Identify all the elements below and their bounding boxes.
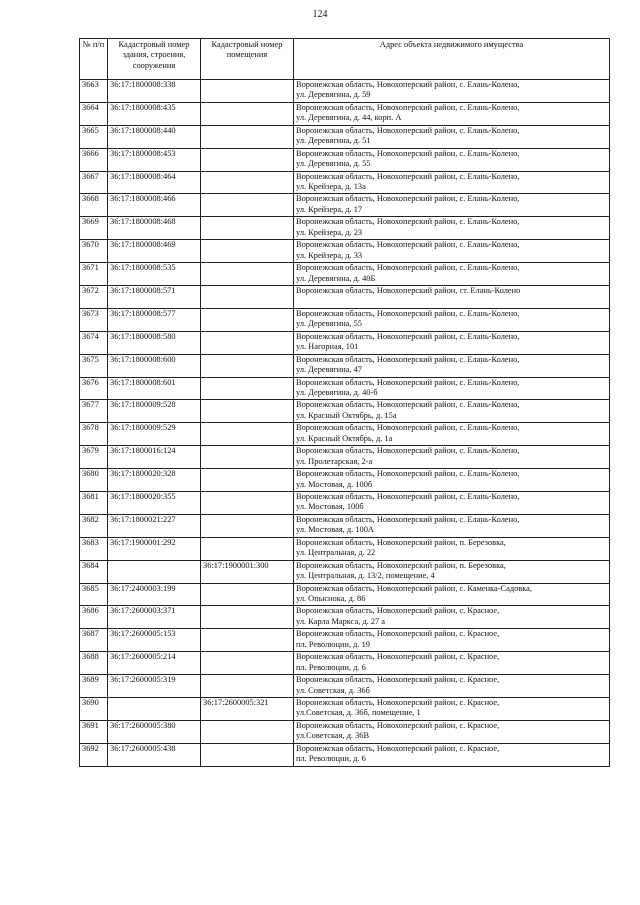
address-line-street: ул. Крейзера, д. 33 [296, 250, 363, 260]
building-cadastral-number: 36:17:1800008:601 [108, 377, 201, 400]
premises-cadastral-number [201, 606, 294, 629]
address-line-street: ул. Деревягина, д. 44, корп. А [296, 113, 402, 123]
address-line-street: ул. Деревягина, д. 51 [296, 136, 371, 146]
row-number: 3685 [80, 583, 108, 606]
address-line-region: Воронежская область, Новохоперский район, с. Елань-Колено, [296, 125, 520, 135]
page-number: 124 [312, 9, 328, 20]
address-line-region: Воронежская область, Новохоперский район, с. Елань-Колено, [296, 217, 520, 227]
building-cadastral-number: 36:17:1800008:580 [108, 331, 201, 354]
header-premises-cadastral: Кадастровый номер помещения [201, 39, 294, 80]
address-cell [294, 400, 610, 423]
address-line-region: Воронежская область, Новохоперский район, с. Елань-Колено, [296, 514, 520, 524]
premises-cadastral-number [201, 514, 294, 537]
building-cadastral-number: 36:17:1800008:466 [108, 194, 201, 217]
address-cell [294, 606, 610, 629]
address-cell [294, 629, 610, 652]
address-line-region: Воронежская область, Новохоперский район, с. Елань-Колено, [296, 469, 520, 479]
header-number: № п/п [80, 39, 108, 80]
row-number: 3672 [80, 286, 108, 309]
row-number: 3663 [80, 80, 108, 103]
premises-cadastral-number [201, 308, 294, 331]
building-cadastral-number: 36:17:2600005:438 [108, 743, 201, 766]
building-cadastral-number: 36:17:1900001:292 [108, 537, 201, 560]
address-line-region: Воронежская область, Новохоперский район, с. Елань-Колено, [296, 148, 520, 158]
building-cadastral-number: 36:17:1800016:124 [108, 446, 201, 469]
building-cadastral-number: 36:17:1800008:338 [108, 80, 201, 103]
table-row [80, 148, 610, 171]
address-line-region: Воронежская область, Новохоперский район, ст. Елань-Колено [296, 286, 521, 296]
premises-cadastral-number [201, 652, 294, 675]
address-cell [294, 377, 610, 400]
address-line-region: Воронежская область, Новохоперский район, с. Красное, [296, 720, 500, 730]
building-cadastral-number: 36:17:1800008:464 [108, 171, 201, 194]
premises-cadastral-number [201, 446, 294, 469]
row-number: 3687 [80, 629, 108, 652]
address-cell [294, 102, 610, 125]
building-cadastral-number: 36:17:1800008:600 [108, 354, 201, 377]
address-line-street: ул. Крейзера, д. 13а [296, 181, 366, 191]
address-line-street: пл. Революции, д. 6 [296, 662, 366, 672]
premises-cadastral-number [201, 194, 294, 217]
header-address: Адрес объекта недвижимого имущества [294, 39, 610, 80]
address-line-street: ул. Центральная, д. 22 [296, 548, 376, 558]
address-line-street: ул. Нагорная, 101 [296, 342, 359, 352]
address-cell [294, 675, 610, 698]
premises-cadastral-number [201, 354, 294, 377]
premises-cadastral-number: 36:17:1900001:300 [201, 560, 294, 583]
table-row [80, 492, 610, 515]
building-cadastral-number: 36:17:1800008:440 [108, 125, 201, 148]
premises-cadastral-number [201, 492, 294, 515]
table-body [80, 80, 610, 767]
premises-cadastral-number [201, 263, 294, 286]
row-number: 3670 [80, 240, 108, 263]
row-number: 3666 [80, 148, 108, 171]
address-cell [294, 720, 610, 743]
building-cadastral-number: 36:17:1800009:529 [108, 423, 201, 446]
row-number: 3681 [80, 492, 108, 515]
premises-cadastral-number [201, 286, 294, 309]
row-number: 3689 [80, 675, 108, 698]
address-cell [294, 217, 610, 240]
address-line-street: ул. Деревягина, д. 40-б [296, 387, 378, 397]
premises-cadastral-number [201, 423, 294, 446]
address-line-region: Воронежская область, Новохоперский район, с. Красное, [296, 652, 500, 662]
building-cadastral-number: 36:17:1800020:355 [108, 492, 201, 515]
table-row [80, 446, 610, 469]
table-row [80, 400, 610, 423]
table-row [80, 217, 610, 240]
building-cadastral-number [108, 698, 201, 721]
table-row [80, 423, 610, 446]
address-line-street: ул. Красный Октябрь, д. 1а [296, 433, 393, 443]
table-row [80, 606, 610, 629]
table-row [80, 171, 610, 194]
address-line-region: Воронежская область, Новохоперский район, с. Елань-Колено, [296, 102, 520, 112]
address-cell [294, 80, 610, 103]
address-line-street: ул. Крейзера, д. 17 [296, 204, 363, 214]
row-number: 3688 [80, 652, 108, 675]
building-cadastral-number: 36:17:1800008:435 [108, 102, 201, 125]
building-cadastral-number: 36:17:1800008:453 [108, 148, 201, 171]
address-line-street: ул. Мостовая, 100б [296, 502, 364, 512]
premises-cadastral-number: 36:17:2600005:321 [201, 698, 294, 721]
address-line-region: Воронежская область, Новохоперский район, с. Елань-Колено, [296, 423, 520, 433]
address-line-street: ул. Мостовая, д. 100б [296, 479, 373, 489]
building-cadastral-number: 36:17:2600003:371 [108, 606, 201, 629]
address-line-region: Воронежская область, Новохоперский район, с. Елань-Колено, [296, 80, 520, 89]
table-row [80, 240, 610, 263]
premises-cadastral-number [201, 240, 294, 263]
address-cell [294, 308, 610, 331]
address-line-region: Воронежская область, Новохоперский район, с. Елань-Колено, [296, 446, 520, 456]
table-row [80, 469, 610, 492]
premises-cadastral-number [201, 537, 294, 560]
building-cadastral-number: 36:17:2600005:319 [108, 675, 201, 698]
table-row [80, 377, 610, 400]
address-line-street: ул.Советская, д. 36В [296, 731, 370, 741]
row-number: 3678 [80, 423, 108, 446]
address-line-street: ул. Деревягина, д. 55 [296, 159, 371, 169]
address-line-street: ул. Крейзера, д. 23 [296, 227, 363, 237]
building-cadastral-number: 36:17:2600005:214 [108, 652, 201, 675]
address-cell [294, 286, 610, 309]
premises-cadastral-number [201, 171, 294, 194]
premises-cadastral-number [201, 331, 294, 354]
address-line-region: Воронежская область, Новохоперский район, п. Березовка, [296, 537, 506, 547]
address-cell [294, 194, 610, 217]
row-number: 3675 [80, 354, 108, 377]
table-row [80, 743, 610, 766]
address-cell [294, 171, 610, 194]
row-number: 3668 [80, 194, 108, 217]
address-line-region: Воронежская область, Новохоперский район, с. Красное, [296, 675, 500, 685]
address-line-region: Воронежская область, Новохоперский район, с. Елань-Колено, [296, 171, 520, 181]
property-registry-table [79, 38, 610, 767]
address-cell [294, 125, 610, 148]
row-number: 3665 [80, 125, 108, 148]
row-number: 3664 [80, 102, 108, 125]
table-row [80, 286, 610, 309]
row-number: 3683 [80, 537, 108, 560]
address-cell [294, 743, 610, 766]
address-line-street: ул. Пролетарская, 2-а [296, 456, 373, 466]
premises-cadastral-number [201, 80, 294, 103]
premises-cadastral-number [201, 583, 294, 606]
premises-cadastral-number [201, 469, 294, 492]
table-row [80, 80, 610, 103]
premises-cadastral-number [201, 217, 294, 240]
address-line-region: Воронежская область, Новохоперский район, п. Березовка, [296, 560, 506, 570]
table-row [80, 720, 610, 743]
row-number: 3684 [80, 560, 108, 583]
address-line-street: ул. Деревягина, 55 [296, 319, 362, 329]
row-number: 3679 [80, 446, 108, 469]
address-cell [294, 469, 610, 492]
premises-cadastral-number [201, 629, 294, 652]
address-line-region: Воронежская область, Новохоперский район, с. Красное, [296, 629, 500, 639]
building-cadastral-number [108, 560, 201, 583]
address-line-street: ул. Деревягина, д. 59 [296, 90, 371, 100]
address-cell [294, 652, 610, 675]
header-building-cadastral: Кадастровый номер здания, строения, сооружения [108, 39, 201, 80]
address-line-region: Воронежская область, Новохоперский район, с. Красное, [296, 743, 500, 753]
address-cell [294, 423, 610, 446]
row-number: 3674 [80, 331, 108, 354]
address-cell [294, 537, 610, 560]
premises-cadastral-number [201, 377, 294, 400]
address-cell [294, 240, 610, 263]
address-line-region: Воронежская область, Новохоперский район, с. Каменка-Садовка, [296, 583, 532, 593]
building-cadastral-number: 36:17:1800008:535 [108, 263, 201, 286]
row-number: 3676 [80, 377, 108, 400]
table-row [80, 560, 610, 583]
building-cadastral-number: 36:17:1800008:468 [108, 217, 201, 240]
building-cadastral-number: 36:17:1800008:571 [108, 286, 201, 309]
row-number: 3673 [80, 308, 108, 331]
table-row [80, 537, 610, 560]
table-row [80, 308, 610, 331]
table-row [80, 514, 610, 537]
building-cadastral-number: 36:17:2600005:380 [108, 720, 201, 743]
building-cadastral-number: 36:17:2600005:153 [108, 629, 201, 652]
building-cadastral-number: 36:17:1800009:528 [108, 400, 201, 423]
address-line-region: Воронежская область, Новохоперский район, с. Елань-Колено, [296, 377, 520, 387]
building-cadastral-number: 36:17:2400003:199 [108, 583, 201, 606]
address-line-region: Воронежская область, Новохоперский район, с. Красное, [296, 606, 500, 616]
address-cell [294, 354, 610, 377]
address-line-street: ул. Деревягина, д. 40Б [296, 273, 376, 283]
premises-cadastral-number [201, 102, 294, 125]
address-cell [294, 492, 610, 515]
row-number: 3682 [80, 514, 108, 537]
building-cadastral-number: 36:17:1800008:469 [108, 240, 201, 263]
row-number: 3686 [80, 606, 108, 629]
table-row [80, 125, 610, 148]
premises-cadastral-number [201, 148, 294, 171]
row-number: 3690 [80, 698, 108, 721]
address-line-street: ул. Опыснока, д. 86 [296, 594, 366, 603]
premises-cadastral-number [201, 400, 294, 423]
building-cadastral-number: 36:17:1800020:328 [108, 469, 201, 492]
address-cell [294, 331, 610, 354]
address-line-street: ул. Красный Октябрь, д. 15а [296, 410, 397, 420]
address-cell [294, 698, 610, 721]
address-cell [294, 560, 610, 583]
address-cell [294, 148, 610, 171]
address-line-street: ул. Деревягина, 47 [296, 365, 362, 375]
table-row [80, 354, 610, 377]
address-cell [294, 446, 610, 469]
address-cell [294, 583, 610, 606]
address-line-region: Воронежская область, Новохоперский район, с. Красное, [296, 698, 500, 708]
premises-cadastral-number [201, 743, 294, 766]
address-line-region: Воронежская область, Новохоперский район, с. Елань-Колено, [296, 194, 520, 204]
table-row [80, 652, 610, 675]
address-line-street: ул. Мостовая, д. 100А [296, 525, 374, 535]
address-line-region: Воронежская область, Новохоперский район, с. Елань-Колено, [296, 492, 520, 502]
address-cell [294, 514, 610, 537]
table-row [80, 629, 610, 652]
row-number: 3691 [80, 720, 108, 743]
address-line-street: ул.Советская, д. 36б, помещение, 1 [296, 708, 421, 718]
table-row [80, 698, 610, 721]
row-number: 3677 [80, 400, 108, 423]
table-row [80, 675, 610, 698]
address-cell [294, 263, 610, 286]
address-line-street: ул. Советская, д. 36б [296, 685, 370, 695]
row-number: 3680 [80, 469, 108, 492]
address-line-region: Воронежская область, Новохоперский район, с. Елань-Колено, [296, 354, 520, 364]
table-row [80, 331, 610, 354]
building-cadastral-number: 36:17:1800008:577 [108, 308, 201, 331]
premises-cadastral-number [201, 720, 294, 743]
premises-cadastral-number [201, 675, 294, 698]
address-line-street: пл. Революции, д. 19 [296, 639, 370, 649]
table-row [80, 263, 610, 286]
address-line-street: пл. Революции, д. 6 [296, 754, 366, 764]
table-header-row [80, 39, 610, 80]
row-number: 3692 [80, 743, 108, 766]
address-line-region: Воронежская область, Новохоперский район, с. Елань-Колено, [296, 263, 520, 273]
table-row [80, 102, 610, 125]
address-line-region: Воронежская область, Новохоперский район, с. Елань-Колено, [296, 400, 520, 410]
row-number: 3667 [80, 171, 108, 194]
address-line-region: Воронежская область, Новохоперский район, с. Елань-Колено, [296, 308, 520, 318]
row-number: 3669 [80, 217, 108, 240]
table-row [80, 194, 610, 217]
table-row [80, 583, 610, 606]
premises-cadastral-number [201, 125, 294, 148]
building-cadastral-number: 36:17:1800021:227 [108, 514, 201, 537]
address-line-street: ул. Центральная, д. 13/2, помещение, 4 [296, 571, 435, 581]
row-number: 3671 [80, 263, 108, 286]
address-line-street: ул. Карла Маркса, д. 27 а [296, 616, 386, 626]
address-line-region: Воронежская область, Новохоперский район, с. Елань-Колено, [296, 240, 520, 250]
address-line-region: Воронежская область, Новохоперский район, с. Елань-Колено, [296, 331, 520, 341]
